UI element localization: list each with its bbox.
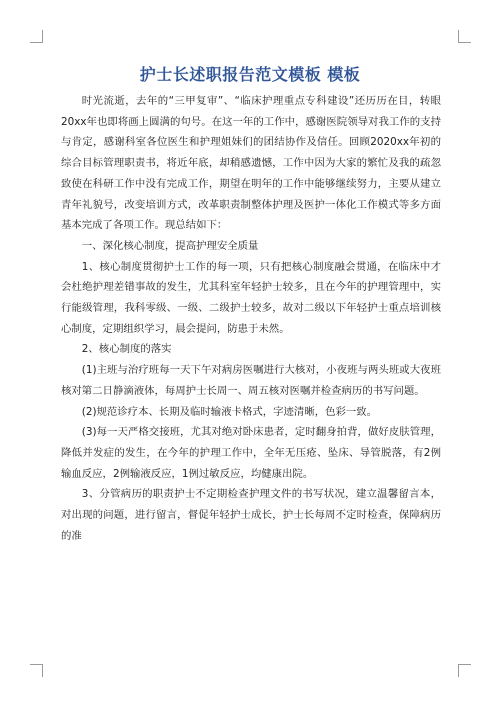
crop-mark-bottom-right (458, 664, 471, 677)
document-body (61, 91, 441, 546)
list-item-1: (1)主班与治疗班每一天下午对病房医嘱进行大核对，小夜班与两头班或大夜班核对第二日静滴液体，每周护士长周一、周五核对医嘱并检查病历的书写问题。 (61, 364, 441, 397)
crop-mark-bottom-left (30, 664, 43, 677)
list-item-2: (2)规范诊疗本、长期及临时输液卡格式，字迹清晰，色彩一致。 (81, 405, 378, 418)
section-heading-2: 2、核心制度的落实 (81, 343, 172, 356)
list-item-3: (3)每一天严格交接班，尤其对绝对卧床患者，定时翻身拍背，做好皮肤管理，降低并发症的发生，在今年的护理工作中，全年无压疮、坠床、导管脱落，有2例输血反应，2例输液反应，1例过敏反应，均健康出院。 (61, 426, 441, 480)
section-heading-1: 一、深化核心制度，提高护理安全质量 (81, 239, 259, 252)
paragraph-intro: 时光流逝，去年的“三甲复审”、“临床护理重点专科建设”还历历在目，转眼20xx年也即将画上圆满的句号。在这一年的工作中，感谢医院领导对我工作的支持与肯定，感谢科室各位医生和护理姐妹们的团结协作及信任。回顾2020xx年初的综合目标管理职责书，将近年底，却稍感遗憾，工作中因为大家的繁忙及我的疏忽致使在科研工作中没有完成工作，期望在明年的工作中能够继续努力，主要从建立青年礼貌号，改变培训方式，改革职责制整体护理及医护一体化工作模式等多方面基本完成了各项工作。现总结如下： (61, 95, 441, 232)
crop-mark-top-left (30, 30, 43, 43)
document-title: 护士长述职报告范文模板 模板 (139, 65, 361, 84)
paragraph-core-system: 1、核心制度贯彻护士工作的每一项，只有把核心制度融会贯通，在临床中才会杜绝护理差错事故的发生，尤其科室年轻护士较多，且在今年的护理管理中，实行能级管理，我科零级、一级、二级护士较多，故对二级以下年轻护士重点培训核心制度，定期组织学习，晨会提问，防患于未然。 (61, 260, 441, 335)
paragraph-records: 3、分管病历的职责护士不定期检查护理文件的书写状况，建立温馨留言本，对出现的问题，进行留言，督促年轻护士成长，护士长每周不定时检查，保障病历的准 (61, 488, 441, 542)
crop-mark-top-right (458, 30, 471, 43)
